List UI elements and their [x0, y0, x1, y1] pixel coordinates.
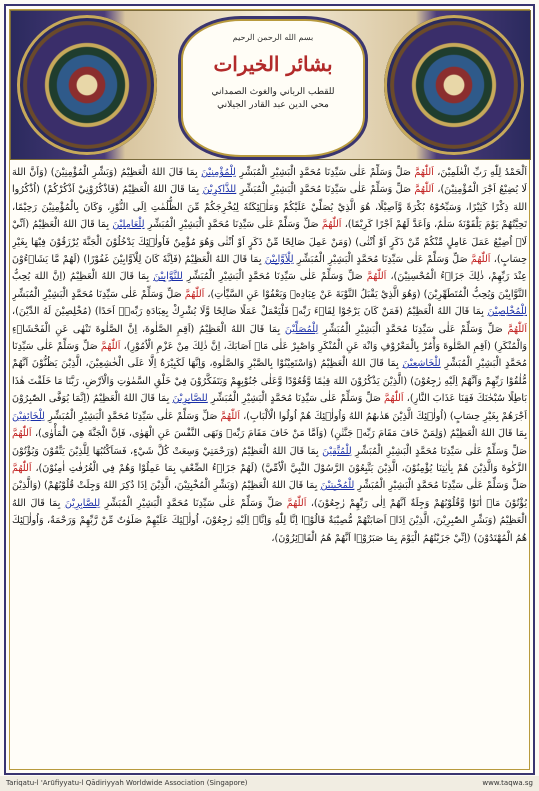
prayer-text — [12, 164, 527, 766]
prayer-text-segment: صَلِّ وَسَلِّمْ عَلٰى سَيِّدِنَا مُحَمَّدٍ الْبَشِيْرِ الْمُبَشِّرِ — [12, 341, 527, 370]
recipient-highlight: لِلذَّاكِرِيْنَ — [202, 184, 237, 196]
prayer-text-segment: بِمَا قَالَ اللهُ الْعَظِيْمُ (وَلِمَنْ خَافَ مَقَامَ رَبِّهٖ جَنَّتٰنِ) (وَاَمَّا مَنْ خَافَ مَقَامَ رَبِّهٖ وَنَهَى النَّفْسَ عَنِ الْهَوٰى، فَاِنَّ الْجَنَّةَ هِيَ الْمَأْوٰى)، — [31, 428, 527, 440]
ornament-medallion-left — [17, 15, 157, 155]
allahumma-heading: اَللّٰهُمَّ — [12, 428, 32, 440]
prayer-text-segment: صَلِّ وَسَلِّمْ عَلٰى سَيِّدِنَا مُحَمَّدٍ الْبَشِيْرِ الْمُبَشِّرِ — [182, 271, 367, 283]
allahumma-heading: اَللّٰهُمَّ — [220, 410, 241, 422]
recipient-highlight: لِلْخَائِفِيْنَ — [12, 410, 45, 422]
recipient-highlight: لِلْمُخْلِصِيْنَ — [487, 306, 527, 318]
prayer-paragraph — [12, 164, 527, 547]
recipient-highlight: لِلصَّابِرِيْنَ — [172, 393, 208, 405]
allahumma-heading: اَللّٰهُمَّ — [470, 254, 491, 266]
prayer-text-segment: صَلِّ وَسَلِّمْ عَلٰى سَيِّدِنَا مُحَمَّدٍ الْبَشِيْرِ الْمُبَشِّرِ — [351, 445, 527, 457]
prayer-text-segment: صَلِّ وَسَلِّمْ عَلٰى سَيِّدِنَا مُحَمَّدٍ الْبَشِيْرِ الْمُبَشِّرِ — [100, 497, 287, 509]
prayer-text-segment: صَلِّ وَسَلِّمْ عَلٰى سَيِّدِنَا مُحَمَّدٍ الْبَشِيْرِ الْمُبَشِّرِ — [318, 323, 508, 335]
prayer-text-segment: صَلِّ وَسَلِّمْ عَلٰى سَيِّدِنَا مُحَمَّدٍ الْبَشِيْرِ الْمُبَشِّرِ — [235, 167, 415, 178]
prayer-text-segment: بِمَا قَالَ اللهُ الْعَظِيْمُ (فَاِنَّهٗ كَانَ لِلْاَوَّابِيْنَ غَفُوْرًا) (لَهُمْ مَّا يَشَاۤءُوْنَ عِنْدَ رَبِّهِمْ، ذٰلِكَ جَزَاۤءُ الْمُحْسِنِيْنَ)، — [12, 254, 527, 283]
footer-organization: Tariqatu-l 'Arūfiyyatu-l Qādiriyyah Worldwide Association (Singapore) — [6, 779, 248, 787]
prayer-text-segment: بِمَا قَالَ اللهُ الْعَظِيْمُ (اِنَّمَا يُوَفَّى الصّٰبِرُوْنَ اَجْرَهُمْ بِغَيْرِ حِسَابٍ) (اُولٰۤئِكَ الَّذِيْنَ هَدٰىهُمُ اللهُ وَاُولٰۤئِكَ هُمْ اُولُوا الْاَلْبَابِ)، — [12, 393, 527, 422]
recipient-highlight: لِلتَّوَّابِيْنَ — [153, 271, 183, 283]
ornament-medallion-right — [384, 15, 524, 155]
basmala: بسم الله الرحمن الرحيم — [232, 33, 314, 42]
prayer-text-segment: صَلِّ وَسَلِّمْ عَلٰى سَيِّدِنَا مُحَمَّدٍ الْبَشِيْرِ الْمُبَشِّرِ — [207, 393, 385, 405]
allahumma-heading: اَللّٰهُمَّ — [184, 288, 205, 300]
page-title: بشائر الخيرات — [213, 52, 333, 76]
prayer-text-segment: بِمَا قَالَ اللهُ الْعَظِيْمُ (وَاسْتَعِيْنُوْا بِالصَّبْرِ وَالصَّلٰوةِ، وَاِنَّهَا لَكَبِيْرَةٌ اِلَّا عَلَى الْخٰشِعِيْنَ، الَّذِيْنَ يَظُنُّوْنَ اَنَّهُمْ مُّلٰقُوْا رَبِّهِمْ وَاَنَّهُمْ اِلَيْهِ رٰجِعُوْنَ) (الَّذِيْنَ يَذْكُرُوْنَ اللهَ قِيٰمًا وَّقُعُوْدًا وَّعَلٰى جُنُوْبِهِمْ وَيَتَفَكَّرُوْنَ فِيْ خَلْقِ السَّمٰوٰتِ وَالْاَرْضِ، رَبَّنَا مَا خَلَقْتَ هٰذَا بَاطِلًا سُبْحٰنَكَ فَقِنَا عَذَابَ النَّارِ)، — [12, 358, 527, 405]
recipient-highlight: لِلْعَامِلِيْنَ — [112, 219, 145, 231]
author-line-1: للقطب الرباني والغوث الصمداني — [211, 87, 335, 97]
prayer-text-segment: بِمَا قَالَ اللهُ الْعَظِيْمُ (اَقِمِ الصَّلٰوةَ، اِنَّ الصَّلٰوةَ تَنْهٰى عَنِ الْفَحْشَاۤءِ وَالْمُنْكَرِ) (اَقِمِ الصَّلٰوةَ وَأْمُرْ بِالْمَعْرُوْفِ وَانْهَ عَنِ الْمُنْكَرِ وَاصْبِرْ عَلٰى مَاۤ اَصَابَكَ، اِنَّ ذٰلِكَ مِنْ عَزْمِ الْاُمُوْرِ)، — [12, 323, 527, 353]
prayer-text-segment: صَلِّ وَسَلِّمْ عَلٰى سَيِّدِنَا مُحَمَّدٍ الْبَشِيْرِ الْمُبَشِّرِ — [293, 254, 471, 266]
prayer-text-segment: بِمَا قَالَ اللهُ الْعَظِيْمُ (وَرَحْمَتِيْ وَسِعَتْ كُلَّ شَيْءٍ، فَسَاَكْتُبُهَا لِلَّذِيْنَ يَتَّقُوْنَ وَيُؤْتُوْنَ الزَّكٰوةَ وَالَّذِيْنَ هُمْ بِاٰيٰتِنَا يُؤْمِنُوْنَ، الَّذِيْنَ يَتَّبِعُوْنَ الرَّسُوْلَ النَّبِيَّ الْاُمِّيَّ) (لَهُمْ جَزَاۤءُ الضِّعْفِ بِمَا عَمِلُوْا وَهُمْ فِي الْغُرُفٰتِ اٰمِنُوْنَ)، — [12, 445, 527, 474]
prayer-text-segment: بِمَا قَالَ اللهُ الْعَظِيْمُ (وَبَشِّرِ الصّٰبِرِيْنَ، الَّذِيْنَ اِذَاۤ اَصَابَتْهُمْ مُّصِيْبَةٌ قَالُوْۤا اِنَّا لِلّٰهِ وَاِنَّاۤ اِلَيْهِ رٰجِعُوْنَ، اُولٰۤئِكَ عَلَيْهِمْ صَلَوٰتٌ مِّنْ رَّبِّهِمْ وَرَحْمَةٌ، وَاُولٰۤئِكَ هُمُ الْمُهْتَدُوْنَ) (اِنِّيْ جَزَيْتُهُمُ الْيَوْمَ بِمَا صَبَرُوْۤا اَنَّهُمْ هُمُ الْفَاۤئِزُوْنَ)، — [12, 497, 527, 544]
header-banner — [10, 10, 531, 160]
recipient-highlight: لِلْمُخْبِتِيْنَ — [320, 480, 355, 492]
allahumma-heading: اَللّٰهُمَّ — [321, 219, 342, 231]
prayer-text-segment: بِمَا قَالَ اللهُ الْعَظِيْمُ (فَمَنْ كَانَ يَرْجُوْا لِقَاۤءَ رَبِّهٖ فَلْيَعْمَلْ عَمَلًا صَالِحًا وَّلَا يُشْرِكْ بِعِبَادَةِ رَبِّهٖۤ اَحَدًا) (مُخْلِصِيْنَ لَهُ الدِّيْنَ)، — [12, 306, 488, 318]
prayer-text-segment: بِمَا قَالَ اللهُ الْعَظِيْمُ (اِنَّ اللهَ يُحِبُّ التَّوَّابِيْنَ وَيُحِبُّ الْمُتَطَهِّرِيْنَ) (وَهُوَ الَّذِيْ يَقْبَلُ التَّوْبَةَ عَنْ عِبَادِهٖ وَيَعْفُوْا عَنِ السَّيِّاٰتِ)، — [12, 271, 527, 300]
allahumma-heading: اَللّٰهُمَّ — [100, 341, 121, 353]
recipient-highlight: لِلصَّابِرِيْنَ — [64, 497, 101, 509]
recipient-highlight: لِلْمُصَلِّيْنَ — [284, 323, 319, 335]
allahumma-heading: اَللّٰهُمَّ — [286, 497, 307, 509]
allahumma-heading: اَللّٰهُمَّ — [414, 184, 434, 196]
allahumma-heading: اَللّٰهُمَّ — [12, 462, 32, 474]
footer-website: www.taqwa.sg — [482, 779, 533, 787]
recipient-highlight: لِلْخَاشِعِيْنَ — [402, 358, 441, 370]
allahumma-heading: اَللّٰهُمَّ — [507, 323, 527, 335]
title-panel — [181, 19, 365, 157]
allahumma-heading: اَللّٰهُمَّ — [366, 271, 387, 283]
prayer-text-segment: صَلِّ وَسَلِّمْ عَلٰى سَيِّدِنَا مُحَمَّدٍ الْبَشِيْرِ الْمُبَشِّرِ — [12, 288, 185, 300]
author-line-2: محي الدين عبد القادر الجيلاني — [217, 100, 329, 110]
recipient-highlight: لِلْمُؤْمِنِيْنَ — [201, 167, 236, 178]
prayer-text-segment: بِمَا قَالَ اللهُ الْعَظِيْمُ (اَنِّيْ لَاۤ اُضِيْعُ عَمَلَ عَامِلٍ مِّنْكُمْ مِّنْ ذَكَرٍ اَوْ اُنْثٰى) (وَمَنْ عَمِلَ صَالِحًا مِّنْ ذَكَرٍ اَوْ اُنْثٰى وَهُوَ مُؤْمِنٌ فَاُولٰۤئِكَ يَدْخُلُوْنَ الْجَنَّةَ يُرْزَقُوْنَ فِيْهَا بِغَيْرِ حِسَابٍ)، — [12, 219, 527, 266]
recipient-highlight: لِلْاَوَّابِيْنَ — [264, 254, 294, 266]
prayer-text-segment: بِمَا قَالَ اللهُ الْعَظِيْمُ (وَبَشِّرِ الْمُخْبِتِيْنَ، الَّذِيْنَ اِذَا ذُكِرَ اللهُ وَجِلَتْ قُلُوْبُهُمْ) (وَالَّذِيْنَ يُؤْتُوْنَ مَاۤ اٰتَوْا وَّقُلُوْبُهُمْ وَجِلَةٌ اَنَّهُمْ اِلٰى رَبِّهِمْ رٰجِعُوْنَ)، — [12, 480, 527, 509]
prayer-text-segment: بِمَا قَالَ اللهُ الْعَظِيْمُ (فَاذْكُرُوْنِيْ اَذْكُرْكُمْ) (اُذْكُرُوا اللهَ ذِكْرًا كَثِيْرًا، وَسَبِّحُوْهُ بُكْرَةً وَّاَصِيْلًا، هُوَ الَّذِيْ يُصَلِّيْ عَلَيْكُمْ وَمَلٰۤئِكَتُهٗ لِيُخْرِجَكُمْ مِّنَ الظُّلُمٰتِ اِلَى النُّوْرِ، وَكَانَ بِالْمُؤْمِنِيْنَ رَحِيْمًا، تَحِيَّتُهُمْ يَوْمَ يَلْقَوْنَهٗ سَلٰمٌ، وَاَعَدَّ لَهُمْ اَجْرًا كَرِيْمًا)، — [12, 184, 527, 231]
allahumma-heading: اَللّٰهُمَّ — [384, 393, 404, 405]
prayer-text-segment: صَلِّ وَسَلِّمْ عَلٰى سَيِّدِنَا مُحَمَّدٍ الْبَشِيْرِ الْمُبَشِّرِ — [144, 219, 322, 231]
prayer-text-segment: صَلِّ وَسَلِّمْ عَلٰى سَيِّدِنَا مُحَمَّدٍ الْبَشِيْرِ الْمُبَشِّرِ — [236, 184, 415, 196]
footer — [0, 776, 539, 791]
allahumma-heading: اَللّٰهُمَّ — [414, 167, 434, 178]
prayer-text-segment: صَلِّ وَسَلِّمْ عَلٰى سَيِّدِنَا مُحَمَّدٍ الْبَشِيْرِ الْمُبَشِّرِ — [44, 410, 221, 422]
recipient-highlight: لِلْمُتَّقِيْنَ — [322, 445, 352, 457]
prayer-text-segment: بِمَا قَالَ اللهُ الْعَظِيْمُ (وَبَشِّرِ الْمُؤْمِنِيْنَ) (وَاَنَّ اللهَ لَا يُضِيْعُ اَجْرَ الْمُؤْمِنِيْنَ)، — [12, 167, 527, 196]
prayer-text-segment: اَلْحَمْدُ لِلّٰهِ رَبِّ الْعٰلَمِيْنَ، — [433, 167, 527, 178]
prayer-text-segment: صَلِّ وَسَلِّمْ عَلٰى سَيِّدِنَا مُحَمَّدٍ الْبَشِيْرِ الْمُبَشِّرِ — [354, 480, 527, 492]
